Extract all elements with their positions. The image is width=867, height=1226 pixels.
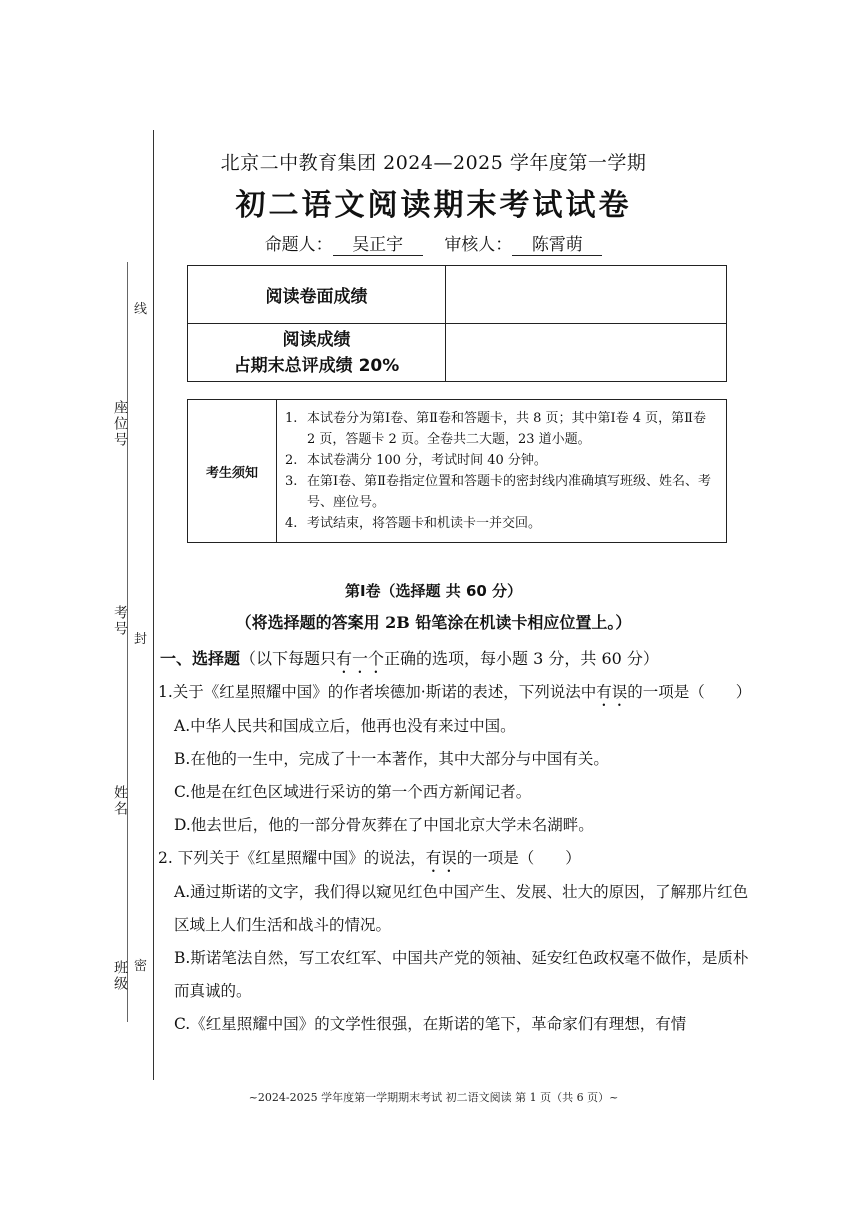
notice-item (285, 408, 716, 450)
author-line (0, 230, 867, 256)
notice-item (285, 513, 716, 534)
question-stem (158, 842, 763, 876)
page-footer: ~2024-2025 学年度第一学期期末考试 初二语文阅读 第 1 页（共 6 页）~ (248, 1091, 619, 1104)
notice-item-text: 在第Ⅰ卷、第Ⅱ卷指定位置和答题卡的密封线内准确填写班级、姓名、考号、座位号。 (307, 474, 711, 510)
binding-line (153, 130, 154, 1080)
part-desc: 正确的选项，每小题 3 分，共 60 分） (384, 649, 659, 668)
question-list (158, 676, 763, 1041)
notice-content (277, 400, 727, 543)
question (158, 676, 763, 842)
score-row (188, 324, 727, 382)
exam-title: 初二语文阅读期末考试试卷 (235, 188, 632, 223)
option: B.斯诺笔法自然，写工农红军、中国共产党的领袖、延安红色政权毫不做作，是质朴而真诚的。 (174, 949, 749, 1000)
stem-text: 1.关于《红星照耀中国》的作者埃德加·斯诺的表述，下列说法中 (158, 683, 597, 701)
stem-text: 的一项是（ ） (627, 683, 752, 701)
section-title: 第Ⅰ卷（选择题 共 60 分） (344, 582, 523, 600)
stem-emphasis: 有误 (596, 683, 628, 701)
notice-item-number: 2. (285, 453, 298, 468)
notice-item-text: 本试卷分为第Ⅰ卷、第Ⅱ卷和答题卡，共 8 页；其中第Ⅰ卷 4 页，第Ⅱ卷 2 页，答题卡 2 页。全卷共二大题，23 道小题。 (307, 411, 707, 447)
option: C.他是在红色区域进行采访的第一个西方新闻记者。 (174, 783, 532, 801)
score-row-label (188, 324, 446, 382)
notice-label: 考生须知 (188, 400, 277, 543)
notice-item-text: 本试卷满分 100 分，考试时间 40 分钟。 (307, 453, 547, 468)
notice-item (285, 450, 716, 471)
author-name: 吴正宇 (333, 230, 423, 256)
score-row (188, 266, 727, 324)
school-line: 北京二中教育集团 2024—2025 学年度第一学期 (220, 152, 647, 174)
option: B.在他的一生中，完成了十一本著作，其中大部分与中国有关。 (174, 750, 609, 768)
part-desc-emphasis: 有一个 (336, 649, 385, 668)
question-stem (158, 676, 763, 710)
class-label: 班级 (112, 960, 128, 992)
binding-line-char: 线 (134, 302, 148, 317)
part-desc: （以下每题只 (240, 649, 337, 668)
score-label-line: 阅读成绩 (282, 329, 351, 350)
binding-seal-char: 封 (134, 632, 148, 647)
score-row-label: 阅读卷面成绩 (188, 266, 446, 324)
binding-secret-char: 密 (134, 959, 148, 974)
notice-item-number: 3. (285, 474, 298, 489)
question (158, 842, 763, 1041)
stem-text: 的一项是（ ） (456, 849, 581, 867)
name-label: 姓名 (112, 785, 128, 817)
binding-line-outer (127, 262, 128, 1022)
seat-number-label: 座位号 (112, 400, 128, 448)
score-cell (446, 324, 727, 382)
option: D.他去世后，他的一部分骨灰葬在了中国北京大学未名湖畔。 (174, 816, 594, 834)
notice-item-number: 4. (285, 516, 298, 531)
score-cell (446, 266, 727, 324)
part-heading (160, 646, 659, 677)
stem-text: 2. 下列关于《红星照耀中国》的说法， (158, 849, 426, 867)
section-note: （将选择题的答案用 2B 铅笔涂在机读卡相应位置上。） (235, 613, 632, 632)
notice-item-text: 考试结束，将答题卡和机读卡一并交回。 (307, 516, 542, 531)
score-table (187, 265, 727, 382)
notice-item-number: 1. (285, 411, 298, 426)
part-title: 一、选择题 (160, 649, 241, 668)
option: A.通过斯诺的文字，我们得以窥见红色中国产生、发展、壮大的原因，了解那片红色区域上人们生活和战斗的情况。 (174, 883, 749, 934)
reviewer-label: 审核人： (444, 235, 513, 255)
reviewer-name: 陈霄萌 (512, 230, 602, 256)
notice-table (187, 399, 727, 543)
author-label: 命题人： (264, 235, 333, 255)
stem-emphasis: 有误 (425, 849, 457, 867)
score-label-line: 占期末总评成绩 20% (233, 355, 400, 376)
option: A.中华人民共和国成立后，他再也没有来过中国。 (174, 717, 516, 735)
exam-number-label: 考号 (112, 605, 128, 637)
option: C.《红星照耀中国》的文学性很强，在斯诺的笔下，革命家们有理想，有情 (174, 1015, 687, 1033)
notice-item (285, 471, 716, 513)
